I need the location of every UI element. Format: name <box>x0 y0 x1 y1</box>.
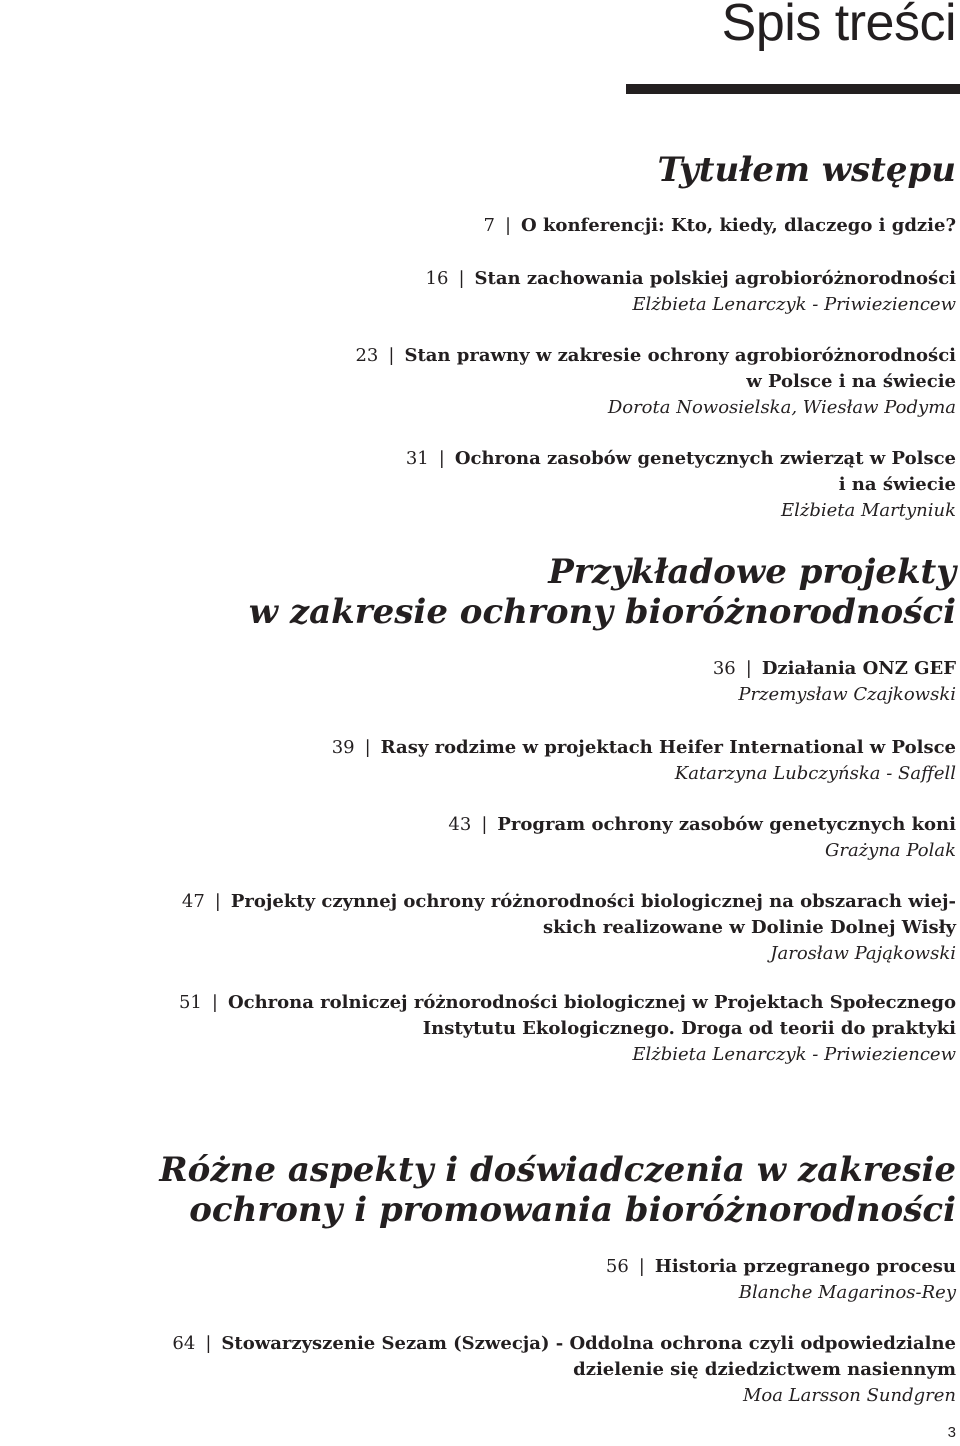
entry-title-continued: skich realizowane w Dolinie Dolnej Wisły <box>543 917 956 938</box>
toc-entry[interactable] <box>172 1331 956 1409</box>
toc-entry[interactable] <box>483 213 956 239</box>
entry-author: Moa Larsson Sundgren <box>742 1385 956 1406</box>
entry-separator: | <box>388 345 395 366</box>
entry-separator: | <box>638 1256 645 1277</box>
toc-entry[interactable] <box>426 266 956 318</box>
entry-page-number: 51 <box>178 992 202 1013</box>
title-underline <box>626 84 960 94</box>
section-heading-line: Przykładowe projekty <box>548 552 956 592</box>
toc-entry[interactable] <box>448 812 956 864</box>
entry-title: Projekty czynnej ochrony różnorodności biologicznej na obszarach wiej- <box>230 891 956 912</box>
entry-separator: | <box>438 448 445 469</box>
entry-author: Jarosław Pająkowski <box>770 943 956 964</box>
entry-author: Grażyna Polak <box>824 840 956 861</box>
entry-title: Rasy rodzime w projektach Heifer International w Polsce <box>380 737 956 758</box>
entry-title: O konferencji: Kto, kiedy, dlaczego i gdzie? <box>521 215 956 236</box>
entry-separator: | <box>458 268 465 289</box>
entry-page-number: 7 <box>483 215 495 236</box>
section-heading-intro: Tytułem wstępu <box>657 150 956 190</box>
entry-title: Stan prawny w zakresie ochrony agrobioróżnorodności <box>404 345 956 366</box>
entry-title-continued: Instytutu Ekologicznego. Droga od teorii do praktyki <box>422 1018 956 1039</box>
section-heading-example-projects <box>249 552 956 632</box>
toc-entry[interactable] <box>355 343 956 421</box>
entry-author: Dorota Nowosielska, Wiesław Podyma <box>607 397 956 418</box>
section-heading-aspects-experiences <box>159 1150 956 1230</box>
toc-entry[interactable] <box>332 735 956 787</box>
entry-page-number: 47 <box>181 891 205 912</box>
entry-title: Ochrona zasobów genetycznych zwierząt w Polsce <box>454 448 956 469</box>
entry-author: Elżbieta Lenarczyk - Priwieziencew <box>632 1044 956 1065</box>
entry-separator: | <box>214 891 221 912</box>
entry-page-number: 39 <box>331 737 355 758</box>
entry-page-number: 31 <box>405 448 429 469</box>
entry-page-number: 23 <box>355 345 379 366</box>
entry-title: Stan zachowania polskiej agrobioróżnorodności <box>474 268 956 289</box>
entry-separator: | <box>504 215 512 236</box>
entry-title: Stowarzyszenie Sezam (Szwecja) - Oddolna ochrona czyli odpowiedzialne <box>221 1333 956 1354</box>
entry-page-number: 36 <box>712 658 736 679</box>
entry-title-continued: w Polsce i na świecie <box>746 371 956 392</box>
entry-title: Historia przegranego procesu <box>654 1256 956 1277</box>
entry-title-continued: i na świecie <box>838 474 956 495</box>
entry-separator: | <box>211 992 218 1013</box>
entry-separator: | <box>205 1333 212 1354</box>
entry-author: Blanche Magarinos-Rey <box>738 1282 956 1303</box>
entry-page-number: 64 <box>172 1333 196 1354</box>
entry-author: Katarzyna Lubczyńska - Saffell <box>674 763 956 784</box>
entry-page-number: 43 <box>448 814 472 835</box>
entry-separator: | <box>481 814 488 835</box>
entry-separator: | <box>364 737 371 758</box>
page-number: 3 <box>947 1424 956 1441</box>
entry-title: Ochrona rolniczej różnorodności biologicznej w Projektach Społecznego <box>227 992 956 1013</box>
toc-entry[interactable] <box>406 446 956 524</box>
page-title: Spis treści <box>721 0 956 52</box>
toc-entry[interactable] <box>713 656 956 708</box>
entry-title: Działania ONZ GEF <box>761 658 956 679</box>
entry-page-number: 16 <box>425 268 449 289</box>
entry-title: Program ochrony zasobów genetycznych koni <box>497 814 956 835</box>
toc-entry[interactable] <box>179 990 956 1068</box>
entry-separator: | <box>745 658 752 679</box>
entry-author: Przemysław Czajkowski <box>738 684 956 705</box>
section-heading-line: ochrony i promowania bioróżnorodności <box>189 1190 956 1230</box>
section-heading-line: w zakresie ochrony bioróżnorodności <box>248 592 956 632</box>
entry-title-continued: dzielenie się dziedzictwem nasiennym <box>573 1359 956 1380</box>
entry-author: Elżbieta Martyniuk <box>780 500 956 521</box>
entry-page-number: 56 <box>605 1256 629 1277</box>
toc-entry[interactable] <box>182 889 956 967</box>
entry-author: Elżbieta Lenarczyk - Priwieziencew <box>632 294 956 315</box>
toc-entry[interactable] <box>606 1254 956 1306</box>
section-heading-line: Różne aspekty i doświadczenia w zakresie <box>159 1150 956 1190</box>
